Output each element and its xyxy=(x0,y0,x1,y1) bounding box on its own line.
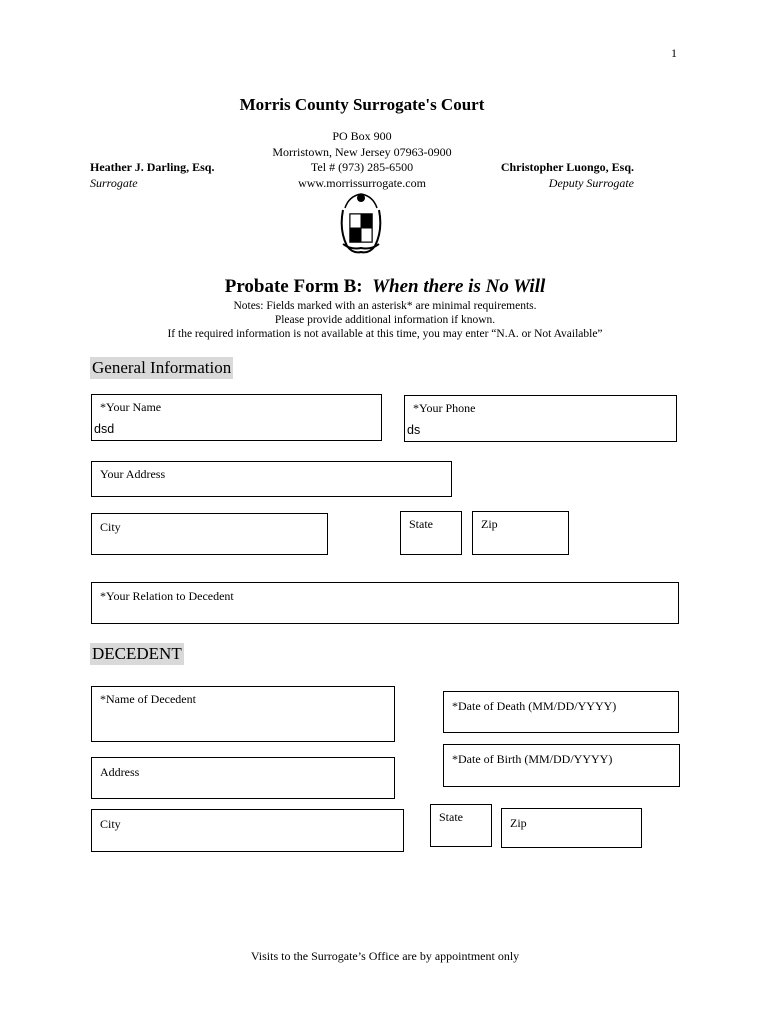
your-phone-value: ds xyxy=(407,423,421,437)
phone-number: Tel # (973) 285-6500 xyxy=(310,160,414,174)
decedent-zip-label: Zip xyxy=(510,816,527,830)
deputy-surrogate-name: Christopher Luongo, Esq. xyxy=(500,160,634,174)
your-address-label: Your Address xyxy=(100,467,166,481)
appointment-notice: Visits to the Surrogate’s Office are by appointment only xyxy=(250,949,520,963)
county-seal-icon xyxy=(339,190,383,256)
decedent-heading: DECEDENT xyxy=(92,644,182,663)
your-state-field[interactable] xyxy=(400,511,462,555)
date-of-birth-field[interactable] xyxy=(443,744,680,787)
your-zip-label: Zip xyxy=(481,517,498,531)
your-city-label: City xyxy=(100,520,121,534)
decedent-name-field[interactable] xyxy=(91,686,395,742)
address-line-2: Morristown, New Jersey 07963-0900 xyxy=(272,145,452,159)
your-name-value: dsd xyxy=(94,422,115,436)
general-information-heading: General Information xyxy=(92,358,232,377)
your-name-label: *Your Name xyxy=(100,400,162,414)
your-zip-field[interactable] xyxy=(472,511,569,555)
relation-to-decedent-field[interactable] xyxy=(91,582,679,624)
form-title xyxy=(0,276,770,298)
date-of-death-field[interactable] xyxy=(443,691,679,733)
form-title-main: Probate Form B: xyxy=(224,276,363,297)
your-name-field[interactable] xyxy=(91,394,382,441)
note-line-1: Notes: Fields marked with an asterisk* are minimal requirements. xyxy=(233,300,537,312)
date-of-birth-label: *Date of Birth (MM/DD/YYYY) xyxy=(452,752,613,766)
note-line-2: Please provide additional information if known. xyxy=(274,314,496,326)
decedent-state-label: State xyxy=(439,810,463,824)
deputy-surrogate-title: Deputy Surrogate xyxy=(548,176,634,190)
decedent-name-label: *Name of Decedent xyxy=(100,692,196,706)
decedent-state-field[interactable] xyxy=(430,804,492,847)
your-state-label: State xyxy=(409,517,433,531)
surrogate-title: Surrogate xyxy=(90,176,138,190)
note-line-3: If the required information is not available at this time, you may enter “N.A. or Not Available” xyxy=(167,328,603,340)
website: www.morrissurrogate.com xyxy=(298,176,426,190)
court-title: Morris County Surrogate's Court xyxy=(239,95,485,114)
your-phone-label: *Your Phone xyxy=(413,401,476,415)
relation-to-decedent-label: *Your Relation to Decedent xyxy=(100,589,234,603)
decedent-city-label: City xyxy=(100,817,121,831)
page-number: 1 xyxy=(671,46,677,60)
decedent-address-field[interactable] xyxy=(91,757,395,799)
your-city-field[interactable] xyxy=(91,513,328,555)
surrogate-name: Heather J. Darling, Esq. xyxy=(90,160,215,174)
decedent-city-field[interactable] xyxy=(91,809,404,852)
decedent-zip-field[interactable] xyxy=(501,808,642,848)
your-phone-field[interactable] xyxy=(404,395,677,442)
decedent-address-label: Address xyxy=(100,765,140,779)
address-line-1: PO Box 900 xyxy=(332,129,392,143)
form-title-sub: When there is No Will xyxy=(372,276,546,297)
your-address-field[interactable] xyxy=(91,461,452,497)
date-of-death-label: *Date of Death (MM/DD/YYYY) xyxy=(452,699,617,713)
